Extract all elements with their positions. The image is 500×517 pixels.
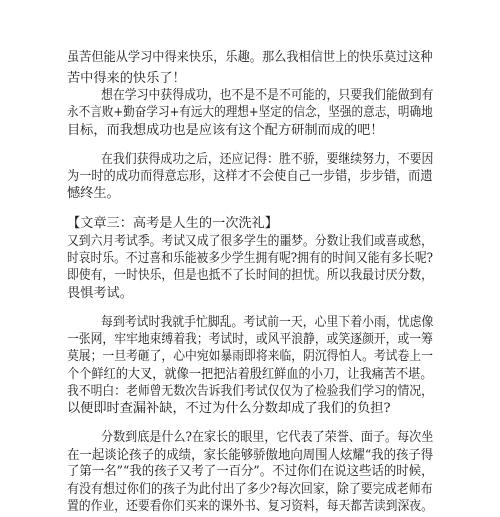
text-line: 时哀时乐。不过喜和乐能被多少学生拥有呢?拥有的时间又能有多长呢? [67,251,433,267]
text-line: 在我们获得成功之后，还应记得：胜不骄，要继续努力，不要因 [101,151,434,167]
section-heading: 【文章三：高考是人生的一次洗礼】 [67,216,278,232]
text-line: 又到六月考试季。考试又成了很多学生的噩梦。分数让我们或喜或愁， [67,233,433,249]
text-line: 即使有，一时快乐，但是也抵不了长时间的担忧。所以我最讨厌分数， [67,268,433,284]
text-line: 置的作业，还要看你们买来的课外书、复习资料，每天都苦读到深夜。 [67,499,433,514]
text-line: 莫展；一旦考砸了，心中宛如暴雨即将来临，阴沉得怕人。考试卷上一 [67,349,433,365]
text-line: 个个鲜红的大叉，就像一把把沾着殷红鲜血的小刀，让我痛苦不堪。 [67,366,433,382]
text-line: 虽苦但能从学习中得来快乐，乐趣。那么我相信世上的快乐莫过这种 [67,50,433,65]
text-line: 一张网，牢牢地束缚着我；考试时，或风平浪静，或笑逐颜开，或一筹 [67,332,433,348]
text-line: 永不言败+勤奋学习+有远大的理想+坚定的信念，坚强的意志，明确地 [67,105,433,121]
text-line: 想在学习中获得成功，也不是不是不可能的，只要我们能做到有 [101,88,434,104]
text-line: 目标，而我想成功也是应该有这个配方研制而成的吧！ [67,123,384,138]
text-line: 了第一名”“我的孩子又考了一百分”。不过你们在说这些话的时候， [67,464,434,480]
text-line: 憾终生。 [67,186,120,202]
text-line: 畏惧考试。 [67,286,133,301]
text-line: 有没有想过你们的孩子为此付出了多少?每次回家，除了要完成老师布 [67,482,433,498]
text-line: 在一起谈论孩子的成绩，家长能够骄傲地向周围人炫耀“我的孩子得 [67,447,434,463]
text-line: 每到考试时我就手忙脚乱。考试前一天，心里下着小雨，忧虑像 [101,314,434,330]
text-line: 我不明白：老师曾无数次告诉我们考试仅仅为了检验我们学习的情况， [67,383,433,399]
text-line: 苦中得来的快乐了！ [67,70,186,86]
text-line: 以便即时查漏补缺，不过为什么分数却成了我们的负担? [67,401,391,417]
text-line: 分数到底是什么?在家长的眼里，它代表了荣誉、面子。每次坐 [101,429,434,445]
text-line: 为一时的成功而得意忘形，这样才不会使自己一步错，步步错，而遗 [67,169,433,185]
